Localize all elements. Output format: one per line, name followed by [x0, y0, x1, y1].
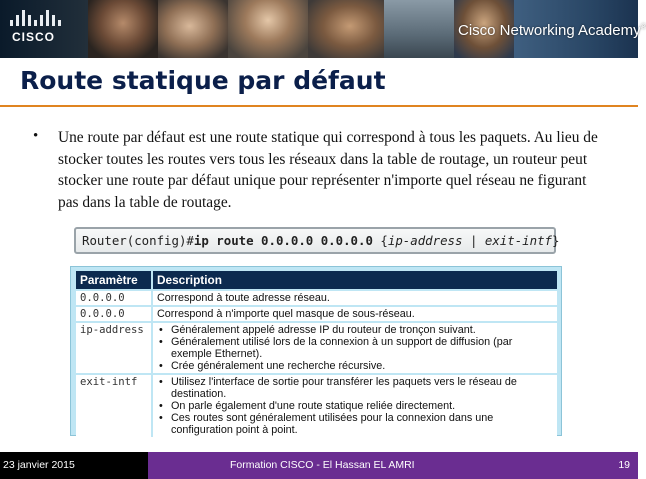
- description-list: [157, 376, 553, 436]
- footer-page-number: 19: [618, 459, 630, 471]
- command-arg-exit-intf: exit-intf: [484, 233, 553, 248]
- slide-title: Route statique par défaut: [20, 66, 386, 95]
- command-open-brace: {: [372, 233, 388, 248]
- banner-photo: [158, 0, 228, 58]
- command-separator: |: [462, 233, 485, 248]
- command-arg-ip-address: ip-address: [387, 233, 463, 248]
- command-prompt: Router(config)#: [82, 233, 194, 248]
- column-header-description: Description: [152, 271, 557, 290]
- command-syntax: [82, 233, 559, 248]
- academy-label: [458, 22, 646, 39]
- table-row: [76, 306, 557, 322]
- footer-date: 23 janvier 2015: [3, 459, 75, 471]
- footer-bar: [0, 452, 638, 479]
- param-cell: 0.0.0.0: [76, 290, 152, 306]
- param-cell: 0.0.0.0: [76, 306, 152, 322]
- table-row: [76, 374, 557, 437]
- command-keyword: ip route 0.0.0.0 0.0.0.0: [193, 233, 373, 248]
- description-item: • Ces routes sont généralement utilisées pour la connexion dans une configuration point à point.: [157, 412, 553, 436]
- description-cell: [152, 322, 557, 374]
- parameter-table: [76, 271, 557, 437]
- banner-photo: [88, 0, 158, 58]
- cisco-bridge-icon: [10, 10, 61, 26]
- footer-course-title: Formation CISCO - El Hassan EL AMRI: [230, 459, 415, 471]
- column-header-parametre: Paramètre: [76, 271, 152, 290]
- description-cell: Correspond à n'importe quel masque de sous-réseau.: [152, 306, 557, 322]
- param-cell: exit-intf: [76, 374, 152, 437]
- description-item: • Crée généralement une recherche récursive.: [157, 360, 553, 372]
- cisco-logo: [8, 8, 74, 48]
- parameter-table-frame: [70, 266, 562, 436]
- description-item: • Généralement appelé adresse IP du routeur de tronçon suivant.: [157, 324, 553, 336]
- header-banner: [0, 0, 646, 58]
- bullet-paragraph: Une route par défaut est une route statique qui correspond à tous les paquets. Au lieu de stocker toutes les routes vers tous les réseaux dans la table de routage, un routeur peut stocker une route par défaut unique pour représenter n'importe quel réseau ne figurant pas dans la table de routage.: [58, 129, 598, 211]
- description-item: • Utilisez l'interface de sortie pour transférer les paquets vers le réseau de destination.: [157, 376, 553, 400]
- param-cell: ip-address: [76, 322, 152, 374]
- banner-photo: [308, 0, 384, 58]
- title-divider: [0, 105, 638, 107]
- description-item: • On parle également d'une route statique reliée directement.: [157, 400, 553, 412]
- table-header-row: [76, 271, 557, 290]
- banner-photo: [384, 0, 454, 58]
- description-cell: [152, 374, 557, 437]
- description-item: • Généralement utilisé lors de la connexion à un support de diffusion (par exemple Ethernet).: [157, 336, 553, 360]
- command-syntax-box: [74, 227, 560, 254]
- bullet-marker: •: [33, 128, 39, 144]
- cisco-logo-text: CISCO: [12, 30, 56, 44]
- command-close-brace: }: [552, 233, 560, 248]
- academy-text: Cisco Networking Academy: [458, 22, 641, 39]
- description-cell: Correspond à toute adresse réseau.: [152, 290, 557, 306]
- table-row: [76, 322, 557, 374]
- description-list: [157, 324, 553, 372]
- banner-photo: [228, 0, 308, 58]
- table-row: [76, 290, 557, 306]
- academy-mark: ®: [640, 22, 646, 31]
